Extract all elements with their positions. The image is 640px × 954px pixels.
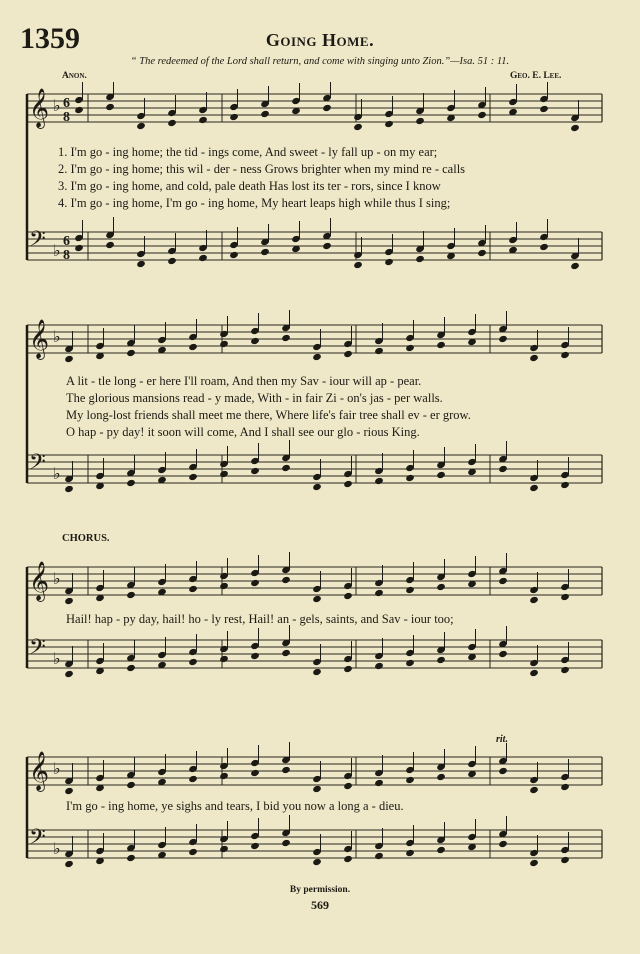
note-head (322, 242, 332, 250)
note-head (498, 767, 508, 775)
note-head (281, 839, 291, 847)
note-head (219, 470, 229, 478)
staff-bass (27, 217, 602, 270)
note-head (539, 105, 549, 113)
note-head (498, 577, 508, 585)
note-head (312, 858, 322, 866)
note-head (312, 483, 322, 491)
note-head (64, 860, 74, 868)
note-head (415, 255, 425, 263)
bass-clef: 𝄢 (29, 450, 46, 480)
lyric-verse-4-line-1: 4. I'm go - ing home, I'm go - ing home, My heart leaps high while thus I sing; (58, 196, 451, 210)
note-head (281, 766, 291, 774)
note-head (343, 350, 353, 358)
lyric-chorus-line-1: Hail! hap - py day, hail! ho - ly rest, Hail! an - gels, saints, and Sav - iour too; (66, 612, 454, 626)
note-head (198, 116, 208, 124)
note-head (529, 596, 539, 604)
note-head (126, 591, 136, 599)
note-head (343, 855, 353, 863)
note-head (353, 123, 363, 131)
note-head (312, 353, 322, 361)
note-head (64, 355, 74, 363)
note-head (105, 241, 115, 249)
note-head (219, 582, 229, 590)
note-head (312, 785, 322, 793)
treble-clef: 𝄞 (29, 319, 50, 359)
note-head (260, 248, 270, 256)
note-head (229, 251, 239, 259)
note-head (374, 662, 384, 670)
note-head (198, 254, 208, 262)
note-head (105, 103, 115, 111)
staff-treble (27, 552, 602, 605)
note-head (560, 666, 570, 674)
staff-treble (27, 82, 602, 132)
lyric-verse-1-line-2: A lit - tle long - er here I'll roam, And then my Sav - iour will ap - pear. (66, 374, 422, 388)
note-head (570, 124, 580, 132)
note-head (188, 775, 198, 783)
staff-bass (27, 815, 602, 868)
note-head (560, 856, 570, 864)
staff-treble (27, 310, 602, 363)
treble-clef: 𝄞 (29, 561, 50, 601)
hymn-title: Going Home. (265, 30, 375, 50)
note-head (64, 787, 74, 795)
staff-bass (27, 440, 602, 493)
note-head (436, 341, 446, 349)
note-head (250, 769, 260, 777)
note-head (281, 464, 291, 472)
note-head (560, 593, 570, 601)
note-head (436, 583, 446, 591)
note-head (374, 779, 384, 787)
lyric-chorus-line-2: I'm go - ing home, ye sighs and tears, I bid you now a long a - dieu. (66, 799, 404, 813)
note-head (343, 782, 353, 790)
author-words: Anon. (62, 71, 87, 81)
note-head (343, 592, 353, 600)
note-head (312, 668, 322, 676)
rit-marking: rit. (496, 734, 508, 745)
note-head (74, 106, 84, 114)
note-head (343, 480, 353, 488)
note-head (281, 334, 291, 342)
note-head (281, 576, 291, 584)
note-head (436, 773, 446, 781)
note-head (188, 658, 198, 666)
note-head (74, 244, 84, 252)
epigraph: “ The redeemed of the Lord shall return, and come with singing unto Zion.”—Isa. 51 : 11. (130, 56, 510, 67)
treble-clef: 𝄞 (29, 751, 50, 791)
note-head (343, 665, 353, 673)
bass-clef: 𝄢 (29, 227, 46, 257)
note-head (570, 262, 580, 270)
note-head (405, 659, 415, 667)
note-head (188, 848, 198, 856)
note-head (384, 120, 394, 128)
note-head (560, 481, 570, 489)
lyric-verse-2-line-1: 2. I'm go - ing home; this wil - der - ness Grows brighter when my mind re - calls (58, 162, 466, 176)
note-head (250, 467, 260, 475)
note-head (136, 122, 146, 130)
note-head (529, 484, 539, 492)
note-head (250, 579, 260, 587)
page-number: 569 (311, 898, 329, 912)
note-head (498, 650, 508, 658)
note-head (188, 473, 198, 481)
note-head (498, 840, 508, 848)
note-head (539, 243, 549, 251)
note-head (374, 477, 384, 485)
note-head (219, 845, 229, 853)
note-head (529, 669, 539, 677)
note-head (405, 776, 415, 784)
lyric-verse-1-line-1: 1. I'm go - ing home; the tid - ings come, And sweet - ly fall up - on my ear; (58, 145, 438, 159)
note-head (219, 772, 229, 780)
staff-bass (27, 625, 602, 678)
note-head (229, 113, 239, 121)
note-head (560, 783, 570, 791)
note-head (250, 842, 260, 850)
note-head (188, 343, 198, 351)
note-head (405, 586, 415, 594)
note-head (353, 261, 363, 269)
note-head (560, 351, 570, 359)
flat-sign: ♭ (53, 649, 61, 668)
lyric-verse-3-line-2: My long-lost friends shall meet me there, Where life's fair tree shall ev - er grow. (66, 408, 471, 422)
note-head (126, 664, 136, 672)
note-head (188, 585, 198, 593)
hymn-number: 1359 (20, 22, 80, 55)
note-head (312, 595, 322, 603)
lyric-verse-3-line-1: 3. I'm go - ing home, and cold, pale death Has lost its ter - rors, since I know (58, 179, 441, 193)
note-head (529, 786, 539, 794)
note-head (126, 854, 136, 862)
bass-clef: 𝄢 (29, 825, 46, 855)
note-head (64, 670, 74, 678)
note-head (126, 781, 136, 789)
flat-sign: ♭ (53, 839, 61, 858)
note-head (136, 260, 146, 268)
note-head (498, 465, 508, 473)
note-head (64, 597, 74, 605)
bass-clef: 𝄢 (29, 635, 46, 665)
lyric-verse-4-line-2: O hap - py day! it soon will come, And I shall see our glo - rious King. (66, 425, 420, 439)
note-head (260, 110, 270, 118)
note-head (322, 104, 332, 112)
note-head (250, 337, 260, 345)
note-head (477, 111, 487, 119)
flat-sign: ♭ (53, 759, 61, 778)
flat-sign: ♭ (53, 96, 61, 115)
note-head (281, 649, 291, 657)
note-head (374, 347, 384, 355)
flat-sign: ♭ (53, 327, 61, 346)
lyric-verse-2-line-2: The glorious mansions read - y made, With - in fair Zi - on's jas - per walls. (66, 391, 443, 405)
note-head (405, 849, 415, 857)
note-head (529, 859, 539, 867)
note-head (64, 485, 74, 493)
flat-sign: ♭ (53, 464, 61, 483)
music-system-3 (0, 545, 640, 745)
note-head (126, 479, 136, 487)
note-head (219, 340, 229, 348)
time-sig-top: 6 (63, 96, 70, 111)
note-head (384, 258, 394, 266)
time-sig-top: 6 (63, 234, 70, 249)
time-sig-bottom: 8 (63, 110, 70, 125)
note-head (477, 249, 487, 257)
staff-treble (27, 742, 602, 795)
flat-sign: ♭ (53, 241, 61, 260)
note-head (529, 354, 539, 362)
note-head (405, 474, 415, 482)
note-head (250, 652, 260, 660)
treble-clef: 𝄞 (29, 88, 50, 128)
note-head (126, 349, 136, 357)
note-head (374, 589, 384, 597)
author-music: Geo. E. Lee. (510, 71, 562, 81)
note-head (219, 655, 229, 663)
note-head (167, 119, 177, 127)
time-sig-bottom: 8 (63, 248, 70, 263)
note-head (436, 846, 446, 854)
note-head (167, 257, 177, 265)
permission-note: By permission. (289, 885, 351, 895)
note-head (498, 335, 508, 343)
note-head (436, 656, 446, 664)
flat-sign: ♭ (53, 569, 61, 588)
note-head (405, 344, 415, 352)
note-head (374, 852, 384, 860)
note-head (436, 471, 446, 479)
note-head (415, 117, 425, 125)
chorus-label: CHORUS. (62, 533, 110, 544)
